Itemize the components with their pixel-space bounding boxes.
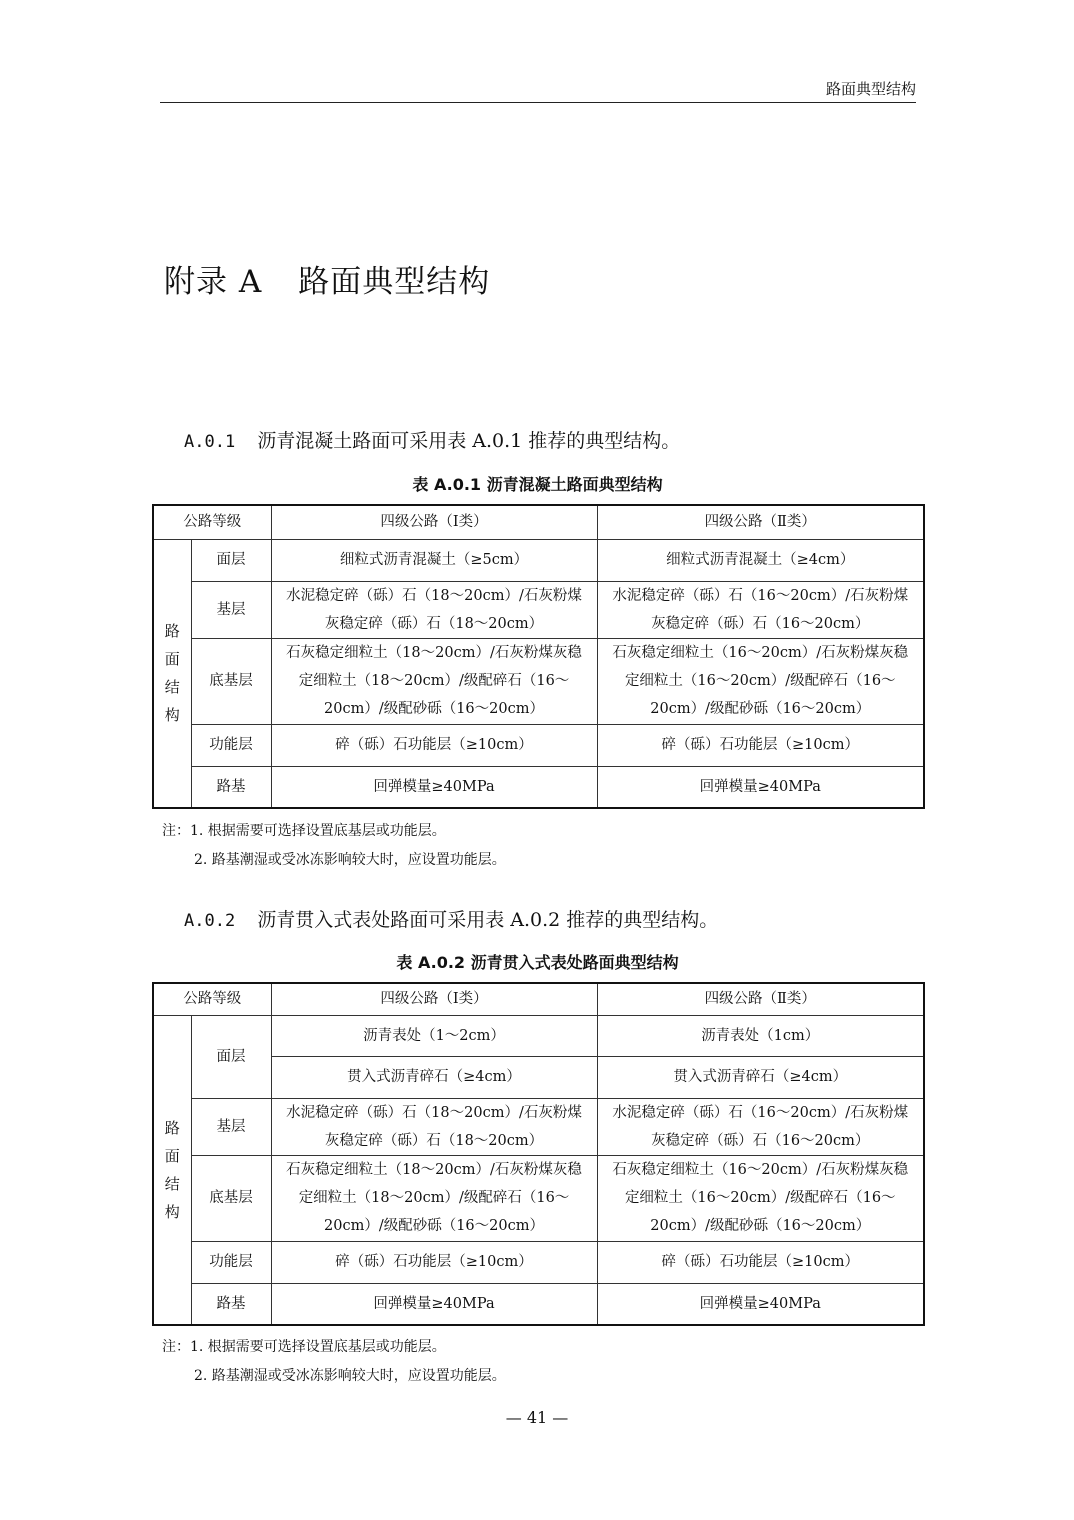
cell-class-1: 回弹模量≥40MPa xyxy=(271,766,597,808)
layer-label: 功能层 xyxy=(191,724,271,766)
table-row xyxy=(153,1155,924,1241)
cell-class-2: 碎（砾）石功能层（≥10cm） xyxy=(597,724,924,766)
table2-note-1: 注：1. 根据需要可选择设置底基层或功能层。 xyxy=(162,1339,446,1355)
table2-caption: 表 A.0.2 沥青贯入式表处路面典型结构 xyxy=(396,953,679,972)
cell-class-1: 石灰稳定细粒土（18～20cm）/石灰粉煤灰稳定细粒土（18～20cm）/级配碎石（16～20cm）/级配砂砾（16～20cm） xyxy=(271,1155,597,1241)
cell-class-2: 水泥稳定碎（砾）石（16～20cm）/石灰粉煤灰稳定碎（砾）石（16～20cm） xyxy=(597,1098,924,1155)
table-row xyxy=(153,1015,924,1056)
cell-class-1: 细粒式沥青混凝土（≥5cm） xyxy=(271,539,597,581)
header-class-1: 四级公路（Ⅰ类） xyxy=(271,505,597,539)
cell-class-1: 碎（砾）石功能层（≥10cm） xyxy=(271,724,597,766)
page-number: — 41 — xyxy=(505,1408,569,1427)
layer-label: 底基层 xyxy=(191,638,271,724)
table-header-row xyxy=(153,983,924,1015)
table2-note-2: 2. 路基潮湿或受冰冻影响较大时，应设置功能层。 xyxy=(194,1368,506,1384)
cell-class-2: 碎（砾）石功能层（≥10cm） xyxy=(597,1241,924,1283)
layer-label: 路基 xyxy=(191,766,271,808)
layer-label: 基层 xyxy=(191,1098,271,1155)
clause-a01 xyxy=(184,426,680,453)
table-row xyxy=(153,1283,924,1325)
table1 xyxy=(152,504,925,809)
clause-number: A.0.1 xyxy=(184,432,236,452)
header-class-2: 四级公路（Ⅱ类） xyxy=(597,983,924,1015)
cell-class-2: 细粒式沥青混凝土（≥4cm） xyxy=(597,539,924,581)
cell-class-2: 回弹模量≥40MPa xyxy=(597,766,924,808)
table1-note-1: 注：1. 根据需要可选择设置底基层或功能层。 xyxy=(162,823,446,839)
group-label-pavement-structure: 路 面 结 构 xyxy=(153,1015,191,1325)
cell-class-1: 水泥稳定碎（砾）石（18～20cm）/石灰粉煤灰稳定碎（砾）石（18～20cm） xyxy=(271,1098,597,1155)
appendix-prefix: 附录 A xyxy=(164,264,263,300)
cell-class-2: 石灰稳定细粒土（16～20cm）/石灰粉煤灰稳定细粒土（16～20cm）/级配碎石（16～20cm）/级配砂砾（16～20cm） xyxy=(597,1155,924,1241)
cell-class-1: 回弹模量≥40MPa xyxy=(271,1283,597,1325)
header-rule xyxy=(160,102,916,103)
clause-text: 沥青贯入式表处路面可采用表 A.0.2 推荐的典型结构。 xyxy=(257,909,719,931)
layer-label: 路基 xyxy=(191,1283,271,1325)
clause-a02 xyxy=(184,905,718,932)
cell-class-1: 贯入式沥青碎石（≥4cm） xyxy=(271,1056,597,1098)
cell-class-1: 沥青表处（1～2cm） xyxy=(271,1015,597,1056)
header-grade: 公路等级 xyxy=(153,505,271,539)
table-row xyxy=(153,539,924,581)
cell-class-1: 碎（砾）石功能层（≥10cm） xyxy=(271,1241,597,1283)
cell-class-1: 水泥稳定碎（砾）石（18～20cm）/石灰粉煤灰稳定碎（砾）石（18～20cm） xyxy=(271,581,597,638)
header-grade: 公路等级 xyxy=(153,983,271,1015)
cell-class-2: 石灰稳定细粒土（16～20cm）/石灰粉煤灰稳定细粒土（16～20cm）/级配碎石（16～20cm）/级配砂砾（16～20cm） xyxy=(597,638,924,724)
layer-label: 基层 xyxy=(191,581,271,638)
appendix-title xyxy=(164,256,490,301)
layer-label: 面层 xyxy=(191,1015,271,1098)
clause-text: 沥青混凝土路面可采用表 A.0.1 推荐的典型结构。 xyxy=(257,430,681,452)
group-label-pavement-structure: 路 面 结 构 xyxy=(153,539,191,808)
table-header-row xyxy=(153,505,924,539)
header-class-2: 四级公路（Ⅱ类） xyxy=(597,505,924,539)
cell-class-2: 沥青表处（1cm） xyxy=(597,1015,924,1056)
layer-label: 底基层 xyxy=(191,1155,271,1241)
table-row xyxy=(153,581,924,638)
cell-class-1: 石灰稳定细粒土（18～20cm）/石灰粉煤灰稳定细粒土（18～20cm）/级配碎石（16～20cm）/级配砂砾（16～20cm） xyxy=(271,638,597,724)
clause-number: A.0.2 xyxy=(184,911,236,931)
table-row xyxy=(153,1241,924,1283)
cell-class-2: 回弹模量≥40MPa xyxy=(597,1283,924,1325)
table2 xyxy=(152,982,925,1326)
cell-class-2: 水泥稳定碎（砾）石（16～20cm）/石灰粉煤灰稳定碎（砾）石（16～20cm） xyxy=(597,581,924,638)
layer-label: 面层 xyxy=(191,539,271,581)
appendix-title-text: 路面典型结构 xyxy=(298,264,491,300)
table-row xyxy=(153,1098,924,1155)
running-header: 路面典型结构 xyxy=(825,80,916,98)
layer-label: 功能层 xyxy=(191,1241,271,1283)
table-row xyxy=(153,638,924,724)
header-class-1: 四级公路（Ⅰ类） xyxy=(271,983,597,1015)
table-row xyxy=(153,766,924,808)
table1-note-2: 2. 路基潮湿或受冰冻影响较大时，应设置功能层。 xyxy=(194,852,506,868)
cell-class-2: 贯入式沥青碎石（≥4cm） xyxy=(597,1056,924,1098)
table-row xyxy=(153,724,924,766)
table1-caption: 表 A.0.1 沥青混凝土路面典型结构 xyxy=(412,475,663,494)
